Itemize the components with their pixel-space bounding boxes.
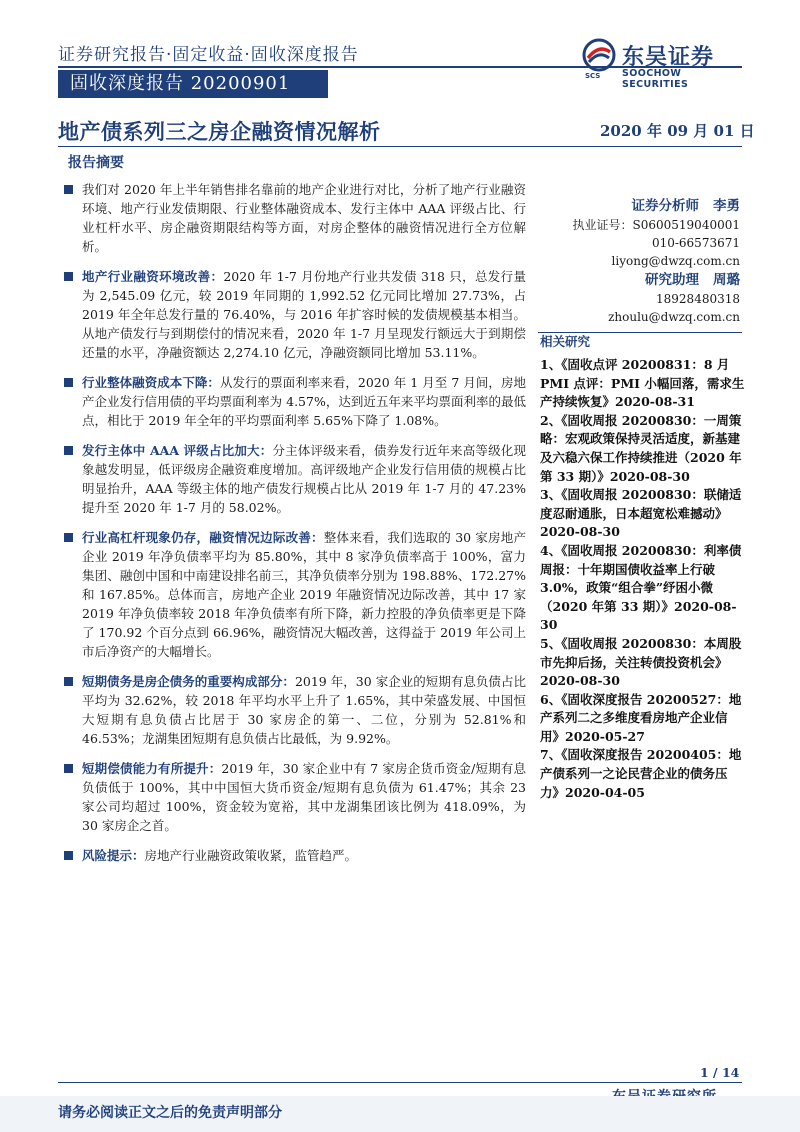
logo-mark-icon xyxy=(582,38,616,72)
paragraph-text: 从发行的票面利率来看，2020 年 1 月至 7 月间，房地产企业发行信用债的平均票面利率为 4.57%，达到近五年来平均票面利率的最低点，相比于 2019 年全年的平均票面利率 5.65%下降了 1.08%。 xyxy=(82,375,526,428)
paragraph-text: 整体来看，我们选取的 30 家房地产企业 2019 年净负债率平均为 85.80%，其中 8 家净负债率高于 100%，富力集团、融创中国和中南建设排名前三，其净负债率分别为 198.88%、172.27%和 167.85%。总体而言，房地产企业 2019 年融资情况边际改善，其中 17 家 2019 年净负债率较 2018 年净负债率有所下降，新力控股的净负债率更是下降了 170.92 个百分点到 66.96%，融资情况大幅改善，这得益于 2019 年公司上市后净资产的大幅增长。 xyxy=(82,530,526,659)
related-research-item[interactable]: 6、《固收深度报告 20200527：地产系列二之多维度看房地产企业信用》2020-05-27 xyxy=(540,691,742,744)
paragraph-text: 2019 年，30 家企业的短期有息负债占比平均为 32.62%，较 2018 年平均水平上升了 1.65%，其中荣盛发展、中国恒大短期有息负债占比居于 30 家房企的第一、二位，分别为 52.81%和 46.53%；龙湖集团短期有息负债占比最低，为 9.92%。 xyxy=(82,674,526,746)
report-header xyxy=(0,0,800,100)
summary-heading: 报告摘要 xyxy=(68,155,124,171)
assistant-email-link[interactable]: zhoulu@dwzq.com.cn xyxy=(608,310,740,324)
logo-sub: SCS xyxy=(585,72,601,80)
square-bullet-icon xyxy=(64,851,73,860)
analyst-role: 证券分析师 xyxy=(631,198,699,214)
square-bullet-icon xyxy=(64,272,73,281)
related-research-list xyxy=(540,356,745,802)
square-bullet-icon xyxy=(64,446,73,455)
analyst-block xyxy=(538,196,748,326)
report-tag: 固收深度报告 20200901 xyxy=(58,70,328,98)
assistant-role: 研究助理 xyxy=(645,272,699,288)
paragraph-highlight: 行业高杠杆现象仍存，融资情况边际改善： xyxy=(82,530,324,545)
square-bullet-icon xyxy=(64,764,73,773)
paragraph-highlight: 短期偿债能力有所提升： xyxy=(82,761,222,776)
square-bullet-icon xyxy=(64,185,73,194)
paragraph-highlight: 短期债务是房企债务的重要构成部分： xyxy=(82,674,295,689)
paragraph-highlight: 风险提示： xyxy=(82,848,145,863)
square-bullet-icon xyxy=(64,378,73,387)
summary-paragraph xyxy=(62,846,526,865)
paragraph-highlight: 地产行业融资环境改善： xyxy=(82,269,224,284)
report-title: 地产债系列三之房企融资情况解析 xyxy=(58,119,381,144)
summary-paragraph xyxy=(62,528,526,661)
page-number: 1 / 14 xyxy=(700,1065,740,1080)
paragraph-highlight: 行业整体融资成本下降： xyxy=(82,375,220,390)
title-divider xyxy=(58,146,742,147)
paragraph-text: 我们对 2020 年上半年销售排名靠前的地产企业进行对比，分析了地产行业融资环境、地产行业发债期限、行业整体融资成本、发行主体中 AAA 评级占比、行业杠杆水平、房企融资期限结构等方面，对房企整体的融资情况进行全方位解析。 xyxy=(82,182,526,254)
related-research-heading: 相关研究 xyxy=(540,334,591,349)
paragraph-text: 房地产行业融资政策收紧，监管趋严。 xyxy=(144,848,358,863)
summary-paragraph xyxy=(62,759,526,835)
related-research-item[interactable]: 5、《固收周报 20200830：本周股市先抑后扬，关注转债投资机会》2020-08-30 xyxy=(540,635,742,689)
square-bullet-icon xyxy=(64,533,73,542)
analyst-phone: 010-66573671 xyxy=(651,236,740,250)
summary-paragraph xyxy=(62,373,526,430)
footer-divider xyxy=(58,1082,742,1083)
report-category: 证券研究报告·固定收益·固收深度报告 xyxy=(58,45,359,65)
paragraph-text: 分主体评级来看，债券发行近年来高等级化现象越发明显，低评级房企融资难度增加。高评级地产企业发行信用债的规模占比明显抬升，AAA 等级主体的地产债发行规模占比从 2019 年 1-7 月的 47.23%提升至 2020 年 1-7 月的 58.02%。 xyxy=(82,443,526,515)
related-research-item[interactable]: 3、《固收周报 20200830：联储适度忍耐通胀，日本超宽松难撼动》2020-08-30 xyxy=(540,487,742,540)
logo-english-name: SOOCHOW SECURITIES xyxy=(622,68,689,90)
assistant-phone: 18928480318 xyxy=(656,292,740,306)
paragraph-text: 2020 年 1-7 月份地产行业共发债 318 只，总发行量为 2,545.09 亿元，较 2019 年同期的 1,992.52 亿元同比增加 27.73%，占 2019 年全年总发行量的 76.40%，与 2016 年扩容时候的发债规模基本相当。从地产债发行与到期偿付的情况来看，2020 年 1-7 月呈现发行额远大于到期偿还量的水平，净融资额达 2,274.10 亿元，净融资额同比增加 53.11%。 xyxy=(82,269,526,360)
summary-paragraph xyxy=(62,441,526,517)
logo-chinese-name: 东吴证券 xyxy=(622,45,715,70)
footer-disclaimer: 请务必阅读正文之后的免责声明部分 xyxy=(58,1105,282,1121)
summary-body xyxy=(62,180,526,876)
related-research-item[interactable]: 1、《固收点评 20200831：8 月 PMI 点评：PMI 小幅回落，需求生产持续恢复》2020-08-31 xyxy=(540,357,745,410)
analyst-heading xyxy=(538,196,740,216)
summary-paragraph xyxy=(62,672,526,748)
analyst-name: 李勇 xyxy=(713,198,740,214)
analyst-email-link[interactable]: liyong@dwzq.com.cn xyxy=(611,254,740,268)
soochow-logo xyxy=(582,38,747,90)
analyst-cert: 执业证号：S0600519040001 xyxy=(572,218,740,232)
assistant-heading xyxy=(538,270,740,290)
report-date: 2020 年 09 月 01 日 xyxy=(600,122,755,140)
related-research-item[interactable]: 7、《固收深度报告 20200405：地产债系列一之论民营企业的债务压力》2020-04-05 xyxy=(540,747,742,800)
summary-paragraph xyxy=(62,180,526,256)
related-research-item[interactable]: 4、《固收周报 20200830：利率债周报：十年期国债收益率上行破 3.0%，政策“组合拳”纾困小微（2020 年第 33 期）》2020-08-30 xyxy=(540,542,742,633)
square-bullet-icon xyxy=(64,677,73,686)
paragraph-highlight: 发行主体中 AAA 评级占比加大： xyxy=(82,443,273,458)
summary-paragraph xyxy=(62,267,526,362)
related-research-item[interactable]: 2、《固收周报 20200830：一周策略：宏观政策保持灵活适度，新基建及六稳六保工作持续推进（2020 年第 33 期）》2020-08-30 xyxy=(540,412,742,484)
assistant-name: 周璐 xyxy=(713,272,740,288)
analyst-panel xyxy=(538,196,748,326)
paragraph-text: 2019 年，30 家企业中有 7 家房企货币资金/短期有息负债低于 100%，其中中国恒大货币资金/短期有息负债为 61.47%；其余 23 家公司均超过 100%，资金较为宽裕，其中龙湖集团该比例为 418.09%，为 30 家房企之首。 xyxy=(82,761,526,833)
